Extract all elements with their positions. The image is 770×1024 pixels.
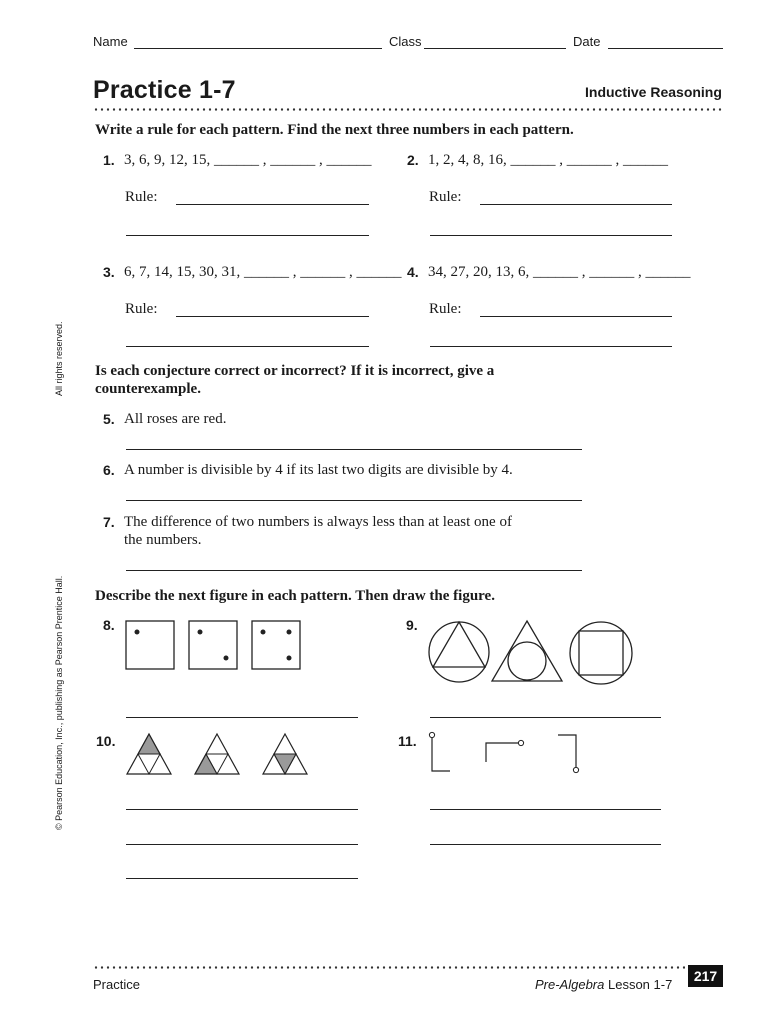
problem-4-answer-line[interactable] [430,346,672,347]
copyright-text: © Pearson Education, Inc., publishing as Pearson Prentice Hall. [54,575,64,830]
problem-1-number: 1. [103,152,115,168]
problem-7-text-line2: the numbers. [124,532,202,548]
problem-5-number: 5. [103,411,115,427]
problem-10-answer-line-3[interactable] [126,878,358,879]
class-label: Class [389,34,422,49]
problem-11-answer-line-2[interactable] [430,844,661,845]
header-divider [93,108,723,111]
footer-lesson-number: Lesson 1-7 [604,977,673,992]
problem-4-rule-label: Rule: [429,301,462,317]
date-label: Date [573,34,601,49]
problem-7-text-line1: The difference of two numbers is always less than at least one of [124,514,512,530]
problem-2-answer-line[interactable] [430,235,672,236]
problem-2-number: 2. [407,152,419,168]
problem-2-rule-label: Rule: [429,189,462,205]
problem-3-rule-label: Rule: [125,301,158,317]
problem-10-answer-line-2[interactable] [126,844,358,845]
problem-3-answer-line[interactable] [126,346,369,347]
footer-practice-label: Practice [93,977,140,992]
dice-pattern-figure [120,615,310,675]
problem-7-answer-line[interactable] [126,570,582,571]
problem-6-answer-line[interactable] [126,500,582,501]
class-field[interactable] [424,48,566,49]
problem-2-rule-field[interactable] [480,204,672,205]
problem-4-number: 4. [407,264,419,280]
problem-7-number: 7. [103,514,115,530]
problem-5-text: All roses are red. [124,411,227,427]
section2-instruction-line1: Is each conjecture correct or incorrect? If it is incorrect, give a [95,363,495,379]
problem-10-number: 10. [96,733,116,749]
rights-text: All rights reserved. [54,321,64,396]
topic-label: Inductive Reasoning [585,84,722,100]
problem-6-number: 6. [103,462,115,478]
problem-8-number: 8. [103,617,115,633]
problem-5-answer-line[interactable] [126,449,582,450]
problem-1-rule-field[interactable] [176,204,369,205]
name-label: Name [93,34,128,49]
problem-9-number: 9. [406,617,418,633]
problem-3-text: 6, 7, 14, 15, 30, 31, ______ , ______ , ______ [124,264,402,280]
problem-4-text: 34, 27, 20, 13, 6, ______ , ______ , ______ [428,264,691,280]
section3-instruction: Describe the next figure in each pattern. Then draw the figure. [95,588,495,604]
page-title: Practice 1-7 [93,76,236,104]
name-field[interactable] [134,48,382,49]
problem-1-text: 3, 6, 9, 12, 15, ______ , ______ , ______ [124,152,372,168]
section2-instruction-line2: counterexample. [95,381,201,397]
triangle-pattern-figure [120,730,320,780]
problem-8-answer-line[interactable] [126,717,358,718]
problem-6-text: A number is divisible by 4 if its last two digits are divisible by 4. [124,462,513,478]
path-pattern-figure [424,728,594,778]
footer-lesson-label [535,977,672,992]
shapes-pattern-figure [425,615,640,687]
section1-instruction: Write a rule for each pattern. Find the next three numbers in each pattern. [95,122,574,138]
page-number-badge: 217 [688,965,723,987]
date-field[interactable] [608,48,723,49]
problem-1-answer-line[interactable] [126,235,369,236]
problem-11-number: 11. [398,733,417,749]
problem-10-answer-line-1[interactable] [126,809,358,810]
problem-3-number: 3. [103,264,115,280]
problem-9-answer-line[interactable] [430,717,661,718]
footer-course-name: Pre-Algebra [535,977,605,992]
problem-2-text: 1, 2, 4, 8, 16, ______ , ______ , ______ [428,152,668,168]
problem-1-rule-label: Rule: [125,189,158,205]
problem-3-rule-field[interactable] [176,316,369,317]
footer-divider [93,966,685,969]
problem-11-answer-line-1[interactable] [430,809,661,810]
problem-4-rule-field[interactable] [480,316,672,317]
